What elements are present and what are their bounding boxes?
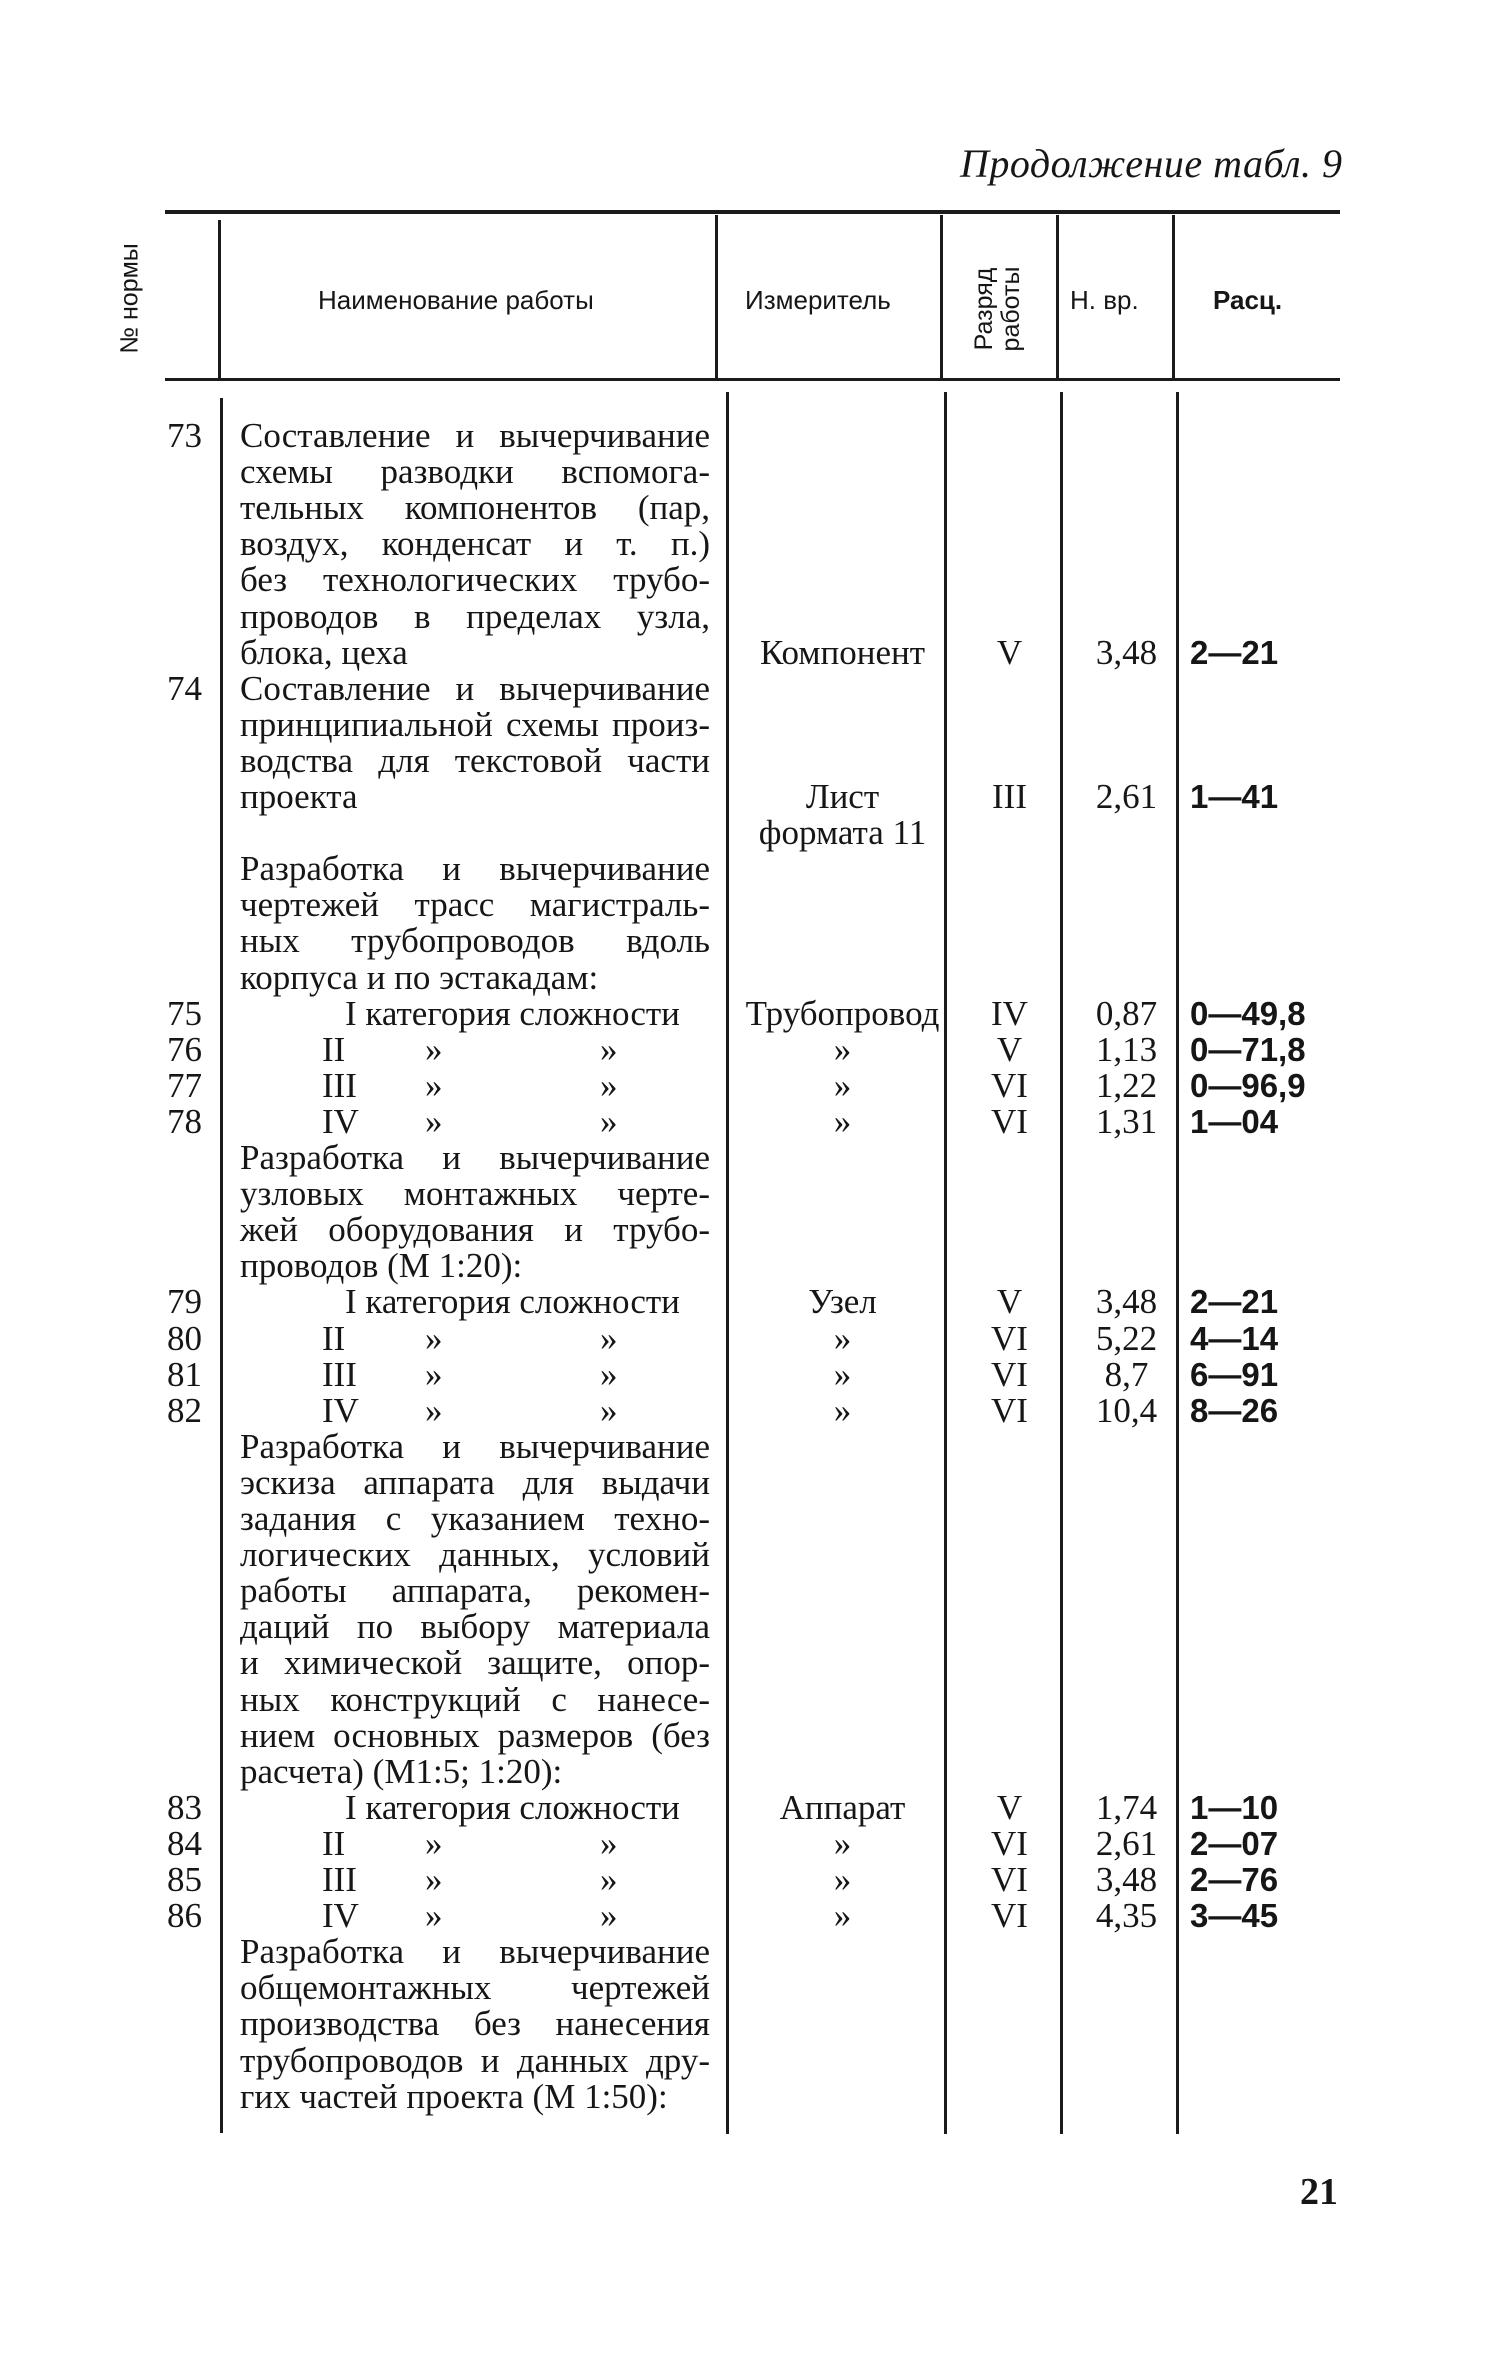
table-row — [0, 1065, 1499, 1105]
unit-value: Лист — [805, 777, 880, 816]
table-row — [0, 562, 1499, 598]
unit-value: » — [833, 1101, 852, 1141]
table-row — [0, 957, 1499, 997]
ditto-mark: » — [425, 1029, 443, 1069]
work-description: узловых монтажных черте- — [240, 1174, 710, 1214]
unit-value: Узел — [808, 1282, 877, 1322]
table-row — [0, 1462, 1499, 1502]
table-row — [0, 1176, 1499, 1212]
header-divider — [1172, 215, 1175, 378]
work-description: эскиза аппарата для выдачи — [240, 1462, 710, 1502]
time-norm: 10,4 — [1095, 1390, 1158, 1430]
complexity-level: III — [322, 1354, 357, 1394]
time-norm: 1,22 — [1095, 1065, 1158, 1105]
ditto-mark: » — [600, 1860, 618, 1899]
time-norm: 3,48 — [1095, 632, 1158, 672]
table-row — [0, 1101, 1499, 1141]
table-row — [0, 851, 1499, 887]
time-norm: 1,31 — [1095, 1101, 1158, 1141]
grade-value: VI — [991, 1390, 1028, 1430]
work-description: задания с указанием техно- — [240, 1499, 710, 1538]
table-row — [0, 1645, 1499, 1681]
ditto-mark: » — [425, 1390, 443, 1430]
rate-value: 4—14 — [1190, 1319, 1279, 1357]
table-row — [0, 1284, 1499, 1320]
header-work-name: Наименование работы — [318, 285, 594, 315]
work-description: проводов (М 1:20): — [240, 1246, 523, 1286]
norm-number: 76 — [167, 1029, 202, 1069]
unit-value: » — [833, 1896, 852, 1936]
ditto-mark: » — [425, 1065, 443, 1105]
table-row — [0, 1501, 1499, 1537]
header-divider — [218, 220, 221, 378]
grade-value: VI — [991, 1101, 1028, 1141]
work-description: ных трубопроводов вдоль — [240, 921, 710, 961]
work-description: принципиальной схемы произ- — [240, 704, 710, 744]
work-description: корпуса и по эстакадам: — [240, 957, 599, 997]
norm-number: 85 — [167, 1860, 202, 1899]
norm-number: 75 — [167, 993, 202, 1033]
norm-number: 84 — [167, 1823, 202, 1863]
unit-value: » — [833, 1390, 852, 1430]
work-description: логических данных, условий — [240, 1535, 710, 1575]
table-row — [0, 779, 1499, 815]
work-description: Разработка и вычерчивание — [240, 1426, 710, 1466]
table-row — [0, 2040, 1499, 2080]
top-rule — [165, 210, 1340, 214]
rate-value: 0—49,8 — [1190, 994, 1306, 1032]
complexity-level: IV — [322, 1390, 359, 1430]
table-row — [0, 1426, 1499, 1466]
rate-value: 0—71,8 — [1190, 1030, 1306, 1068]
time-norm: 1,13 — [1095, 1029, 1158, 1069]
table-row — [0, 632, 1499, 672]
complexity-level: II — [322, 1318, 346, 1358]
time-norm: 8,7 — [1104, 1354, 1149, 1394]
time-norm: 1,74 — [1095, 1787, 1158, 1827]
table-row — [0, 993, 1499, 1033]
norm-number: 80 — [167, 1318, 202, 1358]
table-row — [0, 2076, 1499, 2116]
ditto-mark: » — [425, 1318, 443, 1358]
table-row — [0, 815, 1499, 851]
table-row — [0, 1248, 1499, 1284]
ditto-mark: » — [600, 1101, 618, 1141]
ditto-mark: » — [425, 1823, 443, 1863]
time-norm: 2,61 — [1095, 777, 1158, 816]
rate-value: 2—07 — [1190, 1824, 1279, 1862]
work-description: Разработка и вычерчивание — [240, 1932, 710, 1972]
grade-value: VI — [991, 1860, 1028, 1899]
norm-number: 73 — [167, 416, 202, 455]
rate-value: 2—76 — [1190, 1861, 1279, 1898]
header-time: Н. вр. — [1070, 285, 1139, 315]
work-description: водства для текстовой части — [240, 740, 710, 780]
work-description: расчета) (М1:5; 1:20): — [240, 1751, 563, 1791]
rate-value: 3—45 — [1190, 1897, 1279, 1935]
header-grade: Разряд работы — [970, 266, 1025, 352]
unit-value: Аппарат — [779, 1787, 906, 1827]
table-row — [0, 2006, 1499, 2042]
work-description: Разработка и вычерчивание — [240, 1138, 710, 1177]
unit-value: » — [833, 1354, 852, 1394]
table-row — [0, 1823, 1499, 1863]
table-row — [0, 490, 1499, 526]
table-row — [0, 1898, 1499, 1934]
ditto-mark: » — [425, 1896, 443, 1936]
ditto-mark: » — [600, 1390, 618, 1430]
work-description: тельных компонентов (пар, — [240, 488, 710, 528]
unit-value: формата 11 — [758, 813, 927, 853]
header-unit: Измеритель — [745, 285, 891, 315]
work-description: воздух, конденсат и т. п.) — [240, 524, 710, 564]
time-norm: 3,48 — [1095, 1860, 1158, 1899]
grade-value: V — [996, 1029, 1023, 1069]
unit-value: Компонент — [759, 632, 926, 672]
unit-value: Трубопровод — [745, 993, 940, 1033]
rate-value: 0—96,9 — [1190, 1066, 1306, 1104]
table-row — [0, 1573, 1499, 1609]
table-row — [0, 1751, 1499, 1791]
ditto-mark: » — [600, 1318, 618, 1358]
complexity-category: I категория сложности — [345, 1282, 680, 1322]
table-row — [0, 1715, 1499, 1755]
header-bottom-rule — [165, 378, 1340, 381]
work-description: жей оборудования и трубо- — [240, 1210, 710, 1250]
table-row — [0, 454, 1499, 490]
rate-value: 2—21 — [1190, 1283, 1279, 1321]
norm-number: 77 — [167, 1065, 202, 1105]
complexity-level: III — [322, 1065, 357, 1105]
table-row — [0, 418, 1499, 454]
time-norm: 2,61 — [1095, 1823, 1158, 1863]
header-divider — [715, 215, 718, 378]
unit-value: » — [833, 1318, 852, 1358]
norm-number: 82 — [167, 1390, 202, 1430]
unit-value: » — [833, 1823, 852, 1863]
table-row — [0, 1862, 1499, 1898]
grade-value: V — [996, 1282, 1023, 1322]
table-row — [0, 1212, 1499, 1248]
work-description: нием основных размеров (без — [240, 1715, 710, 1755]
time-norm: 5,22 — [1095, 1318, 1158, 1358]
table-row — [0, 704, 1499, 744]
ditto-mark: » — [600, 1029, 618, 1069]
unit-value: » — [833, 1065, 852, 1105]
complexity-category: I категория сложности — [345, 1787, 680, 1827]
work-description: Разработка и вычерчивание — [240, 849, 710, 889]
table-row — [0, 1029, 1499, 1069]
page-number: 21 — [1300, 2171, 1338, 2213]
norm-number: 83 — [167, 1787, 202, 1827]
unit-value: » — [833, 1029, 852, 1069]
complexity-level: IV — [322, 1896, 359, 1936]
norm-number: 79 — [167, 1282, 202, 1322]
table-row — [0, 740, 1499, 780]
work-description: общемонтажных чертежей — [240, 1968, 710, 2008]
work-description: и химической защите, опор- — [240, 1643, 710, 1683]
complexity-level: II — [322, 1823, 346, 1863]
norm-number: 81 — [167, 1354, 202, 1394]
complexity-level: IV — [322, 1101, 359, 1141]
table-row — [0, 1318, 1499, 1358]
complexity-level: II — [322, 1029, 346, 1069]
norm-number: 86 — [167, 1896, 202, 1936]
work-description: ных конструкций с нанесе- — [240, 1679, 710, 1719]
table-row — [0, 1934, 1499, 1970]
ditto-mark: » — [600, 1065, 618, 1105]
work-description: проводов в пределах узла, — [240, 596, 710, 636]
unit-value: » — [833, 1860, 852, 1899]
work-description: гих частей проекта (М 1:50): — [240, 2076, 668, 2116]
table-row — [0, 923, 1499, 959]
work-description: производства без нанесения — [240, 2004, 710, 2044]
work-description: Составление и вычерчивание — [240, 416, 710, 455]
ditto-mark: » — [600, 1896, 618, 1936]
grade-value: V — [996, 632, 1023, 672]
header-norm-no: № нормы — [115, 243, 144, 354]
grade-value: VI — [991, 1896, 1028, 1936]
table-row — [0, 1787, 1499, 1827]
ditto-mark: » — [600, 1354, 618, 1394]
time-norm: 0,87 — [1095, 993, 1158, 1033]
norm-number: 74 — [167, 668, 202, 708]
table-row — [0, 1390, 1499, 1430]
rate-value: 2—21 — [1190, 633, 1279, 671]
work-description: работы аппарата, рекомен- — [240, 1571, 710, 1611]
complexity-category: I категория сложности — [345, 993, 680, 1033]
grade-value: VI — [991, 1354, 1028, 1394]
work-description: трубопроводов и данных дру- — [240, 2040, 710, 2080]
table-row — [0, 1609, 1499, 1645]
rate-value: 8—26 — [1190, 1391, 1279, 1429]
table-row — [0, 668, 1499, 708]
grade-value: VI — [991, 1065, 1028, 1105]
work-description: без технологических трубо- — [240, 560, 710, 600]
table-row — [0, 1679, 1499, 1719]
header-divider — [1056, 215, 1059, 378]
grade-value: VI — [991, 1318, 1028, 1358]
norm-number: 78 — [167, 1101, 202, 1141]
grade-value: III — [992, 777, 1027, 816]
rate-value: 1—04 — [1190, 1102, 1279, 1140]
ditto-mark: » — [600, 1823, 618, 1863]
ditto-mark: » — [425, 1860, 443, 1899]
table-row — [0, 1537, 1499, 1573]
table-row — [0, 1970, 1499, 2006]
grade-value: IV — [991, 993, 1028, 1033]
grade-value: VI — [991, 1823, 1028, 1863]
work-description: схемы разводки вспомога- — [240, 452, 710, 492]
work-description: проекта — [240, 777, 358, 816]
rate-value: 6—91 — [1190, 1355, 1279, 1393]
time-norm: 3,48 — [1095, 1282, 1158, 1322]
table-row — [0, 1354, 1499, 1394]
ditto-mark: » — [425, 1101, 443, 1141]
grade-value: V — [996, 1787, 1023, 1827]
work-description: даций по выбору материала — [240, 1607, 710, 1647]
complexity-level: III — [322, 1860, 357, 1899]
header-divider — [940, 215, 943, 378]
rate-value: 1—41 — [1190, 778, 1279, 815]
work-description: блока, цеха — [240, 632, 408, 672]
table-row — [0, 887, 1499, 923]
time-norm: 4,35 — [1095, 1896, 1158, 1936]
table-row — [0, 596, 1499, 636]
work-description: Составление и вычерчивание — [240, 668, 710, 708]
work-description: чертежей трасс магистраль- — [240, 885, 710, 925]
table-row — [0, 526, 1499, 562]
rate-value: 1—10 — [1190, 1788, 1279, 1826]
continuation-caption: Продолжение табл. 9 — [960, 141, 1343, 186]
header-rate: Расц. — [1213, 285, 1283, 315]
ditto-mark: » — [425, 1354, 443, 1394]
table-row — [0, 1140, 1499, 1176]
